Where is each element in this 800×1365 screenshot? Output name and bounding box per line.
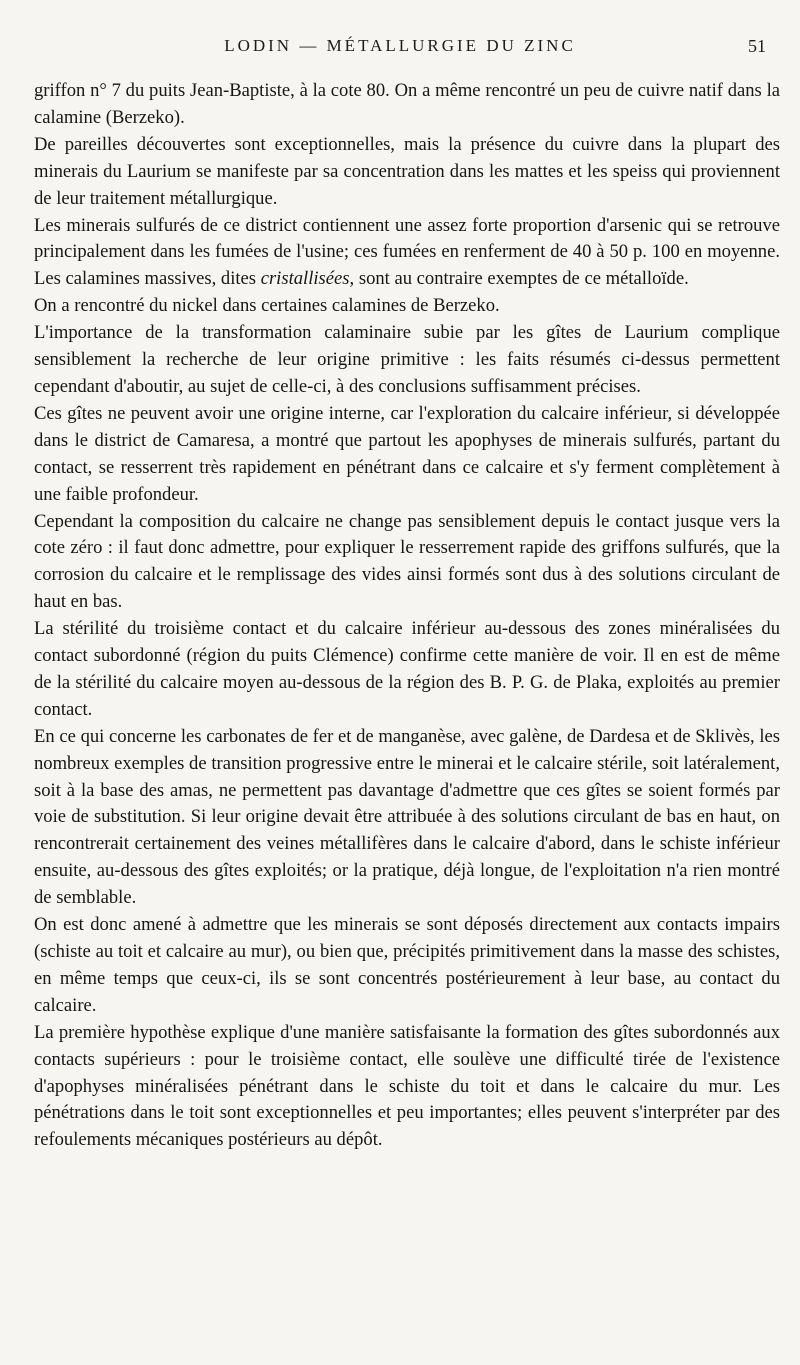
paragraph-2: De pareilles découvertes sont exceptionnelles, mais la présence du cuivre dans la plupart des minerais du Laurium se manifeste par sa concentration dans les mattes et les speiss qui proviennent de leur traitement métallurgique. xyxy=(34,133,780,209)
paragraph-5: L'importance de la transformation calaminaire subie par les gîtes de Laurium complique sensiblement la recherche de leur origine primitive : les faits résumés ci-dessus permettent cependant d'aboutir, au sujet de celle-ci, à des conclusions suffisamment précises. xyxy=(34,322,780,397)
paragraph-6: Ces gîtes ne peuvent avoir une origine interne, car l'exploration du calcaire inférieur, si développée dans le district de Camaresa, a montré que partout les apophyses de minerais sulfurés, partant du contact, se resserrent très rapidement en pénétrant dans ce calcaire et s'y ferment complètement à une faible profondeur. xyxy=(34,402,780,505)
paragraph-7: Cependant la composition du calcaire ne change pas sensiblement depuis le contact jusque vers la cote zéro : il faut donc admettre, pour expliquer le resserrement rapide des griffons sulfurés, que la corrosion du calcaire et le remplissage des vides ainsi formés sont dus à des solutions circulant de haut en bas. xyxy=(34,510,780,613)
italic-term: cristallisées xyxy=(260,268,350,290)
page-number: 51 xyxy=(748,36,766,56)
page-header xyxy=(0,36,800,66)
paragraph-3-before: Les minerais sulfurés de ce district contiennent une assez forte proportion d'arsenic qui se retrouve principalement dans les fumées de l'usine; ces fumées en renferment de 40 à 50 p. 100 en moyenne. Les calamines massives, dites xyxy=(34,214,780,290)
paragraph-8: La stérilité du troisième contact et du calcaire inférieur au-dessous des zones minéralisées du contact subordonné (région du puits Clémence) confirme cette manière de voir. Il en est de même de la stérilité du calcaire moyen au-dessous de la région des B. P. G. de Plaka, exploités au premier contact. xyxy=(34,618,780,720)
paragraph-1: griffon n° 7 du puits Jean-Baptiste, à la cote 80. On a même rencontré un peu de cuivre natif dans la calamine (Berzeko). xyxy=(34,80,780,128)
paragraph-10: On est donc amené à admettre que les minerais se sont déposés directement aux contacts impairs (schiste au toit et calcaire au mur), ou bien que, précipités primitivement dans la masse des schistes, en même temps que ceux-ci, ils se sont concentrés postérieurement à leur base, au contact du calcaire. xyxy=(34,914,780,1016)
paragraph-11: La première hypothèse explique d'une manière satisfaisante la formation des gîtes subordonnés aux contacts supérieurs : pour le troisième contact, elle soulève une difficulté tirée de l'existence d'apophyses minéralisées pénétrant dans le schiste du toit et dans le calcaire du mur. Les pénétrations dans le toit sont exceptionnelles et peu importantes; elles peuvent s'interpréter par des refoulements mécaniques postérieurs au dépôt. xyxy=(34,1021,780,1151)
paragraph-3 xyxy=(34,213,780,294)
paragraph-4: On a rencontré du nickel dans certaines calamines de Berzeko. xyxy=(34,295,500,317)
paragraph-3-after: , sont au contraire exemptes de ce métalloïde. xyxy=(349,268,689,290)
body-text xyxy=(34,78,780,1154)
paragraph-9: En ce qui concerne les carbonates de fer et de manganèse, avec galène, de Dardesa et de Sklivès, les nombreux exemples de transition progressive entre le minerai et le calcaire stérile, soit latéralement, soit à la base des amas, ne permettent pas davantage d'admettre que ces gîtes se soient formés par voie de substitution. Si leur origine devait être attribuée à des solutions circulant de bas en haut, on rencontrerait certainement des veines métallifères dans le calcaire d'abord, dans le schiste inférieur ensuite, au-dessous des gîtes exploités; or la pratique, déjà longue, de l'exploitation n'a rien montré de semblable. xyxy=(34,725,780,909)
running-title: LODIN — MÉTALLURGIE DU ZINC xyxy=(224,36,576,55)
